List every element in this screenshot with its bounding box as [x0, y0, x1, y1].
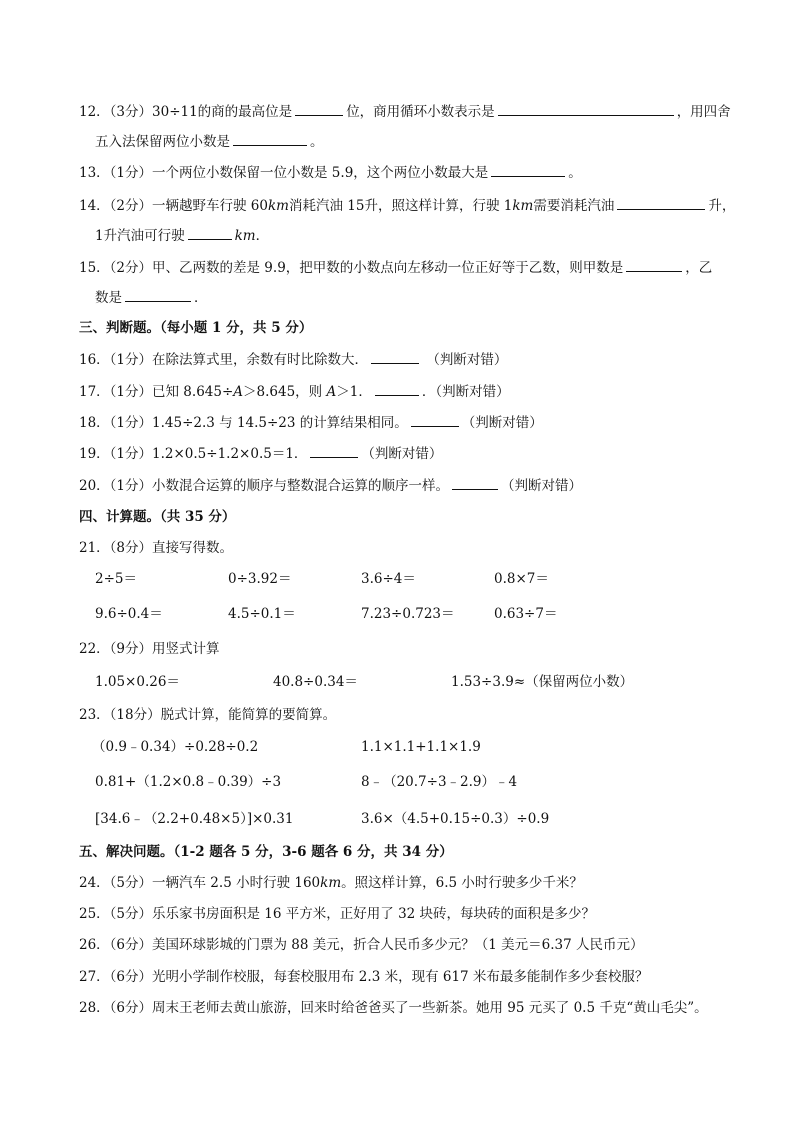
- q21-item: 0.8×7＝: [494, 571, 549, 587]
- q23-item: 1.1×1.1+1.1×1.9: [361, 739, 481, 755]
- question-14-line-1: [79, 195, 735, 216]
- variable-a: A: [233, 384, 244, 400]
- question-15-line-2: [95, 287, 208, 308]
- answer-blank[interactable]: [411, 412, 459, 427]
- text: 。: [310, 134, 324, 150]
- question-25: 25．（5分）乐乐家书房面积是 16 平方米，正好用了 32 块砖，每块砖的面积是多少？: [79, 906, 596, 922]
- q21-item: 0÷3.92＝: [228, 571, 292, 587]
- text: ．: [194, 290, 208, 306]
- unit-km: km: [234, 228, 256, 244]
- q21-item: 9.6÷0.4＝: [95, 606, 163, 622]
- text: 24．（5分）一辆汽车 2.5 小时行驶 160: [79, 875, 321, 891]
- q21-item: 2÷5＝: [95, 571, 137, 587]
- text: 消耗汽油 15升，照这样计算，行驶 1: [288, 198, 513, 214]
- question-26: 26．（6分）美国环球影城的门票为 88 美元，折合人民币多少元？（1 美元＝6.37 人民币元）: [79, 937, 644, 953]
- unit-km: km: [512, 198, 534, 214]
- answer-blank[interactable]: [233, 131, 307, 146]
- q21-item: 7.23÷0.723＝: [361, 606, 455, 622]
- question-28: 28．（6分）周末王老师去黄山旅游，回来时给爸爸买了一些新茶。她用 95 元买了 0.5 千克“黄山毛尖”。: [79, 1000, 708, 1016]
- text: 需要消耗汽油: [533, 198, 615, 214]
- text: 18．（1分）1.45÷2.3 与 14.5÷23 的计算结果相同。: [79, 415, 408, 431]
- question-16: [79, 349, 507, 370]
- question-15-line-1: [79, 257, 712, 278]
- question-13: [79, 162, 582, 183]
- q23-item: 3.6×（4.5+0.15÷0.3）÷0.9: [361, 811, 550, 827]
- section-3-heading: 三、判断题。（每小题 1 分，共 5 分）: [79, 320, 313, 336]
- unit-km: km: [268, 198, 289, 214]
- answer-blank[interactable]: [371, 349, 419, 364]
- q22-item: 1.05×0.26＝: [95, 674, 180, 690]
- answer-blank[interactable]: [617, 195, 705, 210]
- question-20: [79, 475, 582, 496]
- text: 升，: [708, 198, 736, 214]
- q21-item: 0.63÷7＝: [494, 606, 558, 622]
- question-24: [79, 873, 583, 893]
- answer-blank[interactable]: [295, 101, 343, 116]
- text: 16．（1分）在除法算式里，余数有时比除数大．: [79, 352, 369, 368]
- variable-a: A: [326, 384, 337, 400]
- text: ＞8.645，则: [243, 384, 323, 400]
- question-18: [79, 412, 543, 433]
- text: ．（判断对错）: [421, 384, 510, 400]
- question-21-title: 21．（8分）直接写得数。: [79, 540, 234, 556]
- q23-item: 0.81+（1.2×0.8﹣0.39）÷3: [95, 774, 282, 790]
- question-12-line-1: [79, 101, 731, 122]
- section-4-heading: 四、计算题。（共 35 分）: [79, 509, 236, 525]
- answer-blank[interactable]: [452, 475, 498, 490]
- unit-km: km: [320, 875, 342, 891]
- answer-blank[interactable]: [491, 162, 565, 177]
- text: 。照这样计算，6.5 小时行驶多少千米？: [341, 875, 583, 891]
- answer-blank[interactable]: [375, 381, 419, 396]
- text: （判断对错）: [461, 415, 543, 431]
- text: （判断对错）: [361, 446, 443, 462]
- text: 位，商用循环小数表示是: [346, 104, 495, 120]
- text: ，用四舍: [676, 104, 731, 120]
- question-17: [79, 381, 510, 402]
- text: 20．（1分）小数混合运算的顺序与整数混合运算的顺序一样。: [79, 478, 450, 494]
- q21-item: 3.6÷4＝: [361, 571, 416, 587]
- text: ，乙: [685, 260, 713, 276]
- text: 17．（1分）已知 8.645÷: [79, 384, 234, 400]
- text: 12．（3分）30÷11的商的最高位是: [79, 104, 293, 120]
- text: 1升汽油可行驶: [95, 228, 185, 244]
- text: 13．（1分）一个两位小数保留一位小数是 5.9，这个两位小数最大是: [79, 165, 489, 181]
- q21-item: 4.5÷0.1＝: [228, 606, 296, 622]
- text: 15．（2分）甲、乙两数的差是 9.9，把甲数的小数点向左移动一位正好等于乙数，则甲数是: [79, 260, 624, 276]
- question-12-line-2: [95, 131, 324, 152]
- text: （判断对错）: [501, 478, 583, 494]
- answer-blank[interactable]: [188, 225, 232, 240]
- answer-blank[interactable]: [125, 287, 191, 302]
- text: ＞1．: [336, 384, 372, 400]
- q22-item: 40.8÷0.34＝: [273, 674, 358, 690]
- q23-item: （0.9﹣0.34）÷0.28÷0.2: [92, 739, 259, 755]
- question-22-title: 22．（9分）用竖式计算: [79, 641, 220, 657]
- question-14-line-2: [95, 225, 269, 246]
- section-5-heading: 五、解决问题。（1-2 题各 5 分，3-6 题各 6 分，共 34 分）: [79, 844, 453, 860]
- text: 。: [568, 165, 582, 181]
- question-27: 27．（6分）光明小学制作校服，每套校服用布 2.3 米，现有 617 米布最多能制作多少套校服？: [79, 969, 649, 985]
- q23-item: 8﹣（20.7÷3﹣2.9）﹣4: [361, 774, 518, 790]
- answer-blank[interactable]: [498, 101, 674, 116]
- text: 19．（1分）1.2×0.5÷1.2×0.5＝1．: [79, 446, 308, 462]
- question-23-title: 23．（18分）脱式计算，能简算的要简算。: [79, 707, 337, 723]
- text: 14．（2分）一辆越野车行驶 60: [79, 198, 268, 214]
- text: （判断对错）: [426, 352, 508, 368]
- q23-item: [34.6﹣（2.2+0.48×5）]×0.31: [95, 811, 294, 827]
- q22-item: 1.53÷3.9≈（保留两位小数）: [451, 674, 634, 690]
- text: 数是: [95, 290, 122, 306]
- question-19: [79, 443, 442, 464]
- text: ．: [255, 228, 270, 244]
- answer-blank[interactable]: [310, 443, 358, 458]
- answer-blank[interactable]: [626, 257, 682, 272]
- text: 五入法保留两位小数是: [95, 134, 230, 150]
